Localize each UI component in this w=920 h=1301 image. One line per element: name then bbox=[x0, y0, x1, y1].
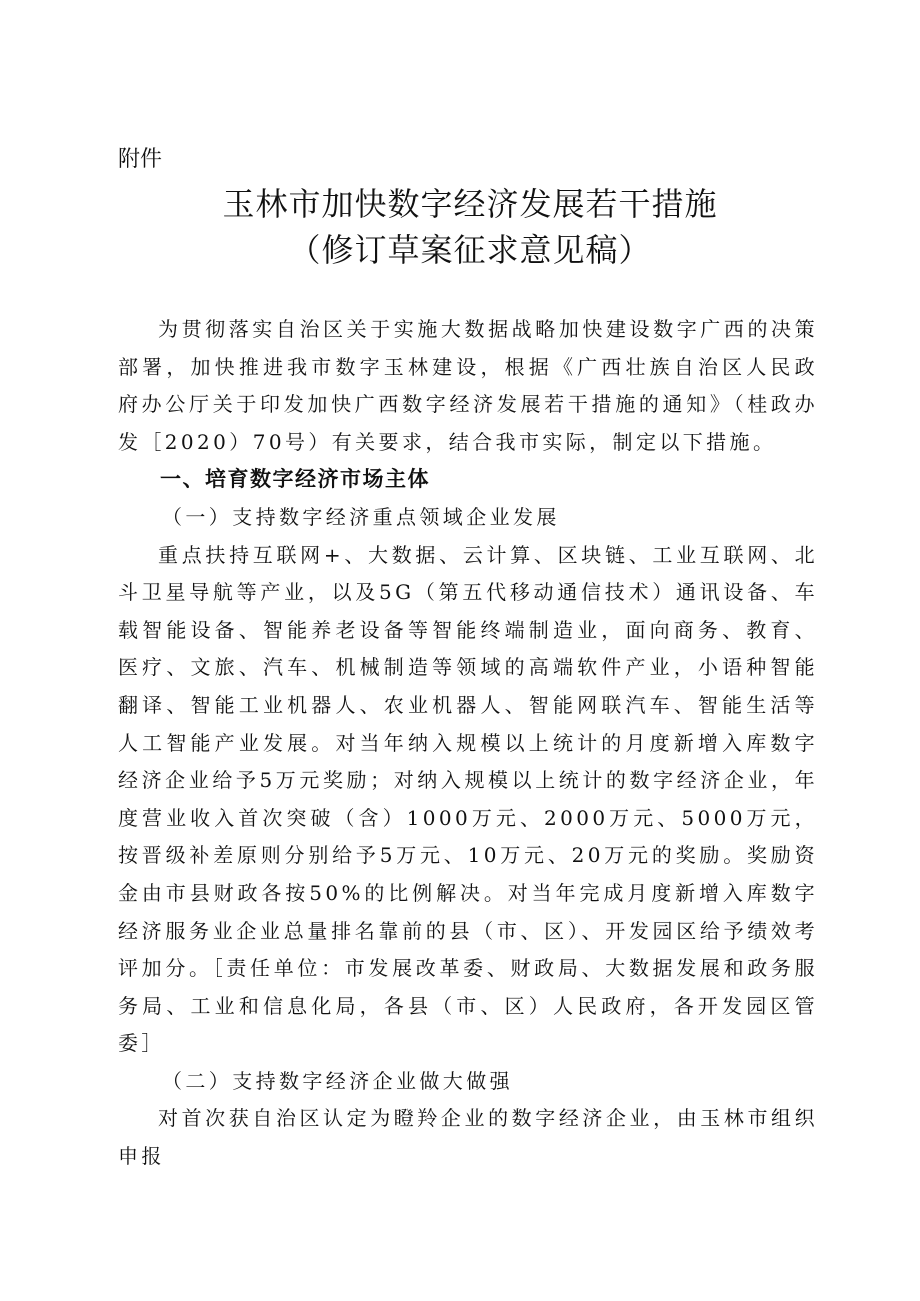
subsection-heading: （一）支持数字经济重点领域企业发展 bbox=[162, 504, 560, 529]
subsection-paragraph: 对首次获自治区认定为瞪羚企业的数字经济企业，由玉林市组织申报 bbox=[118, 1106, 818, 1169]
subsection-paragraph: 重点扶持互联网+、大数据、云计算、区块链、工业互联网、北斗卫星导航等产业，以及5G（第五代移动通信技术）通讯设备、车载智能设备、智能养老设备等智能终端制造业，面向商务、教育、医疗、文旅、汽车、机械制造等领域的高端软件产业，小语种智能翻译、智能工业机器人、农业机器人、智能网联汽车、智能生活等人工智能产业发展。对当年纳入规模以上统计的月度新增入库数字经济企业给予5万元奖励；对纳入规模以上统计的数字经济企业，年度营业收入首次突破（含）1000万元、2000万元、5000万元，按晋级补差原则分别给予5万元、10万元、20万元的奖励。奖励资金由市县财政各按50%的比例解决。对当年完成月度新增入库数字经济服务业企业总量排名靠前的县（市、区）、开发园区给予绩效考评加分。［责任单位：市发展改革委、财政局、大数据发展和政务服务局、工业和信息化局，各县（市、区）人民政府，各开发园区管委］ bbox=[118, 542, 818, 1056]
document-subtitle: （修订草案征求意见稿） bbox=[288, 231, 652, 269]
section-heading: 一、培育数字经济市场主体 bbox=[160, 467, 430, 492]
intro-paragraph: 为贯彻落实自治区关于实施大数据战略加快建设数字广西的决策部署，加快推进我市数字玉林建设，根据《广西壮族自治区人民政府办公厅关于印发加快广西数字经济发展若干措施的通知》（桂政办发［2020）70号）有关要求，结合我市实际，制定以下措施。 bbox=[118, 317, 818, 454]
subsection-heading: （二）支持数字经济企业做大做强 bbox=[162, 1068, 513, 1093]
document-body bbox=[118, 311, 818, 1176]
attachment-label: 附件 bbox=[118, 147, 163, 172]
document-title: 玉林市加快数字经济发展若干措施 bbox=[222, 185, 718, 223]
